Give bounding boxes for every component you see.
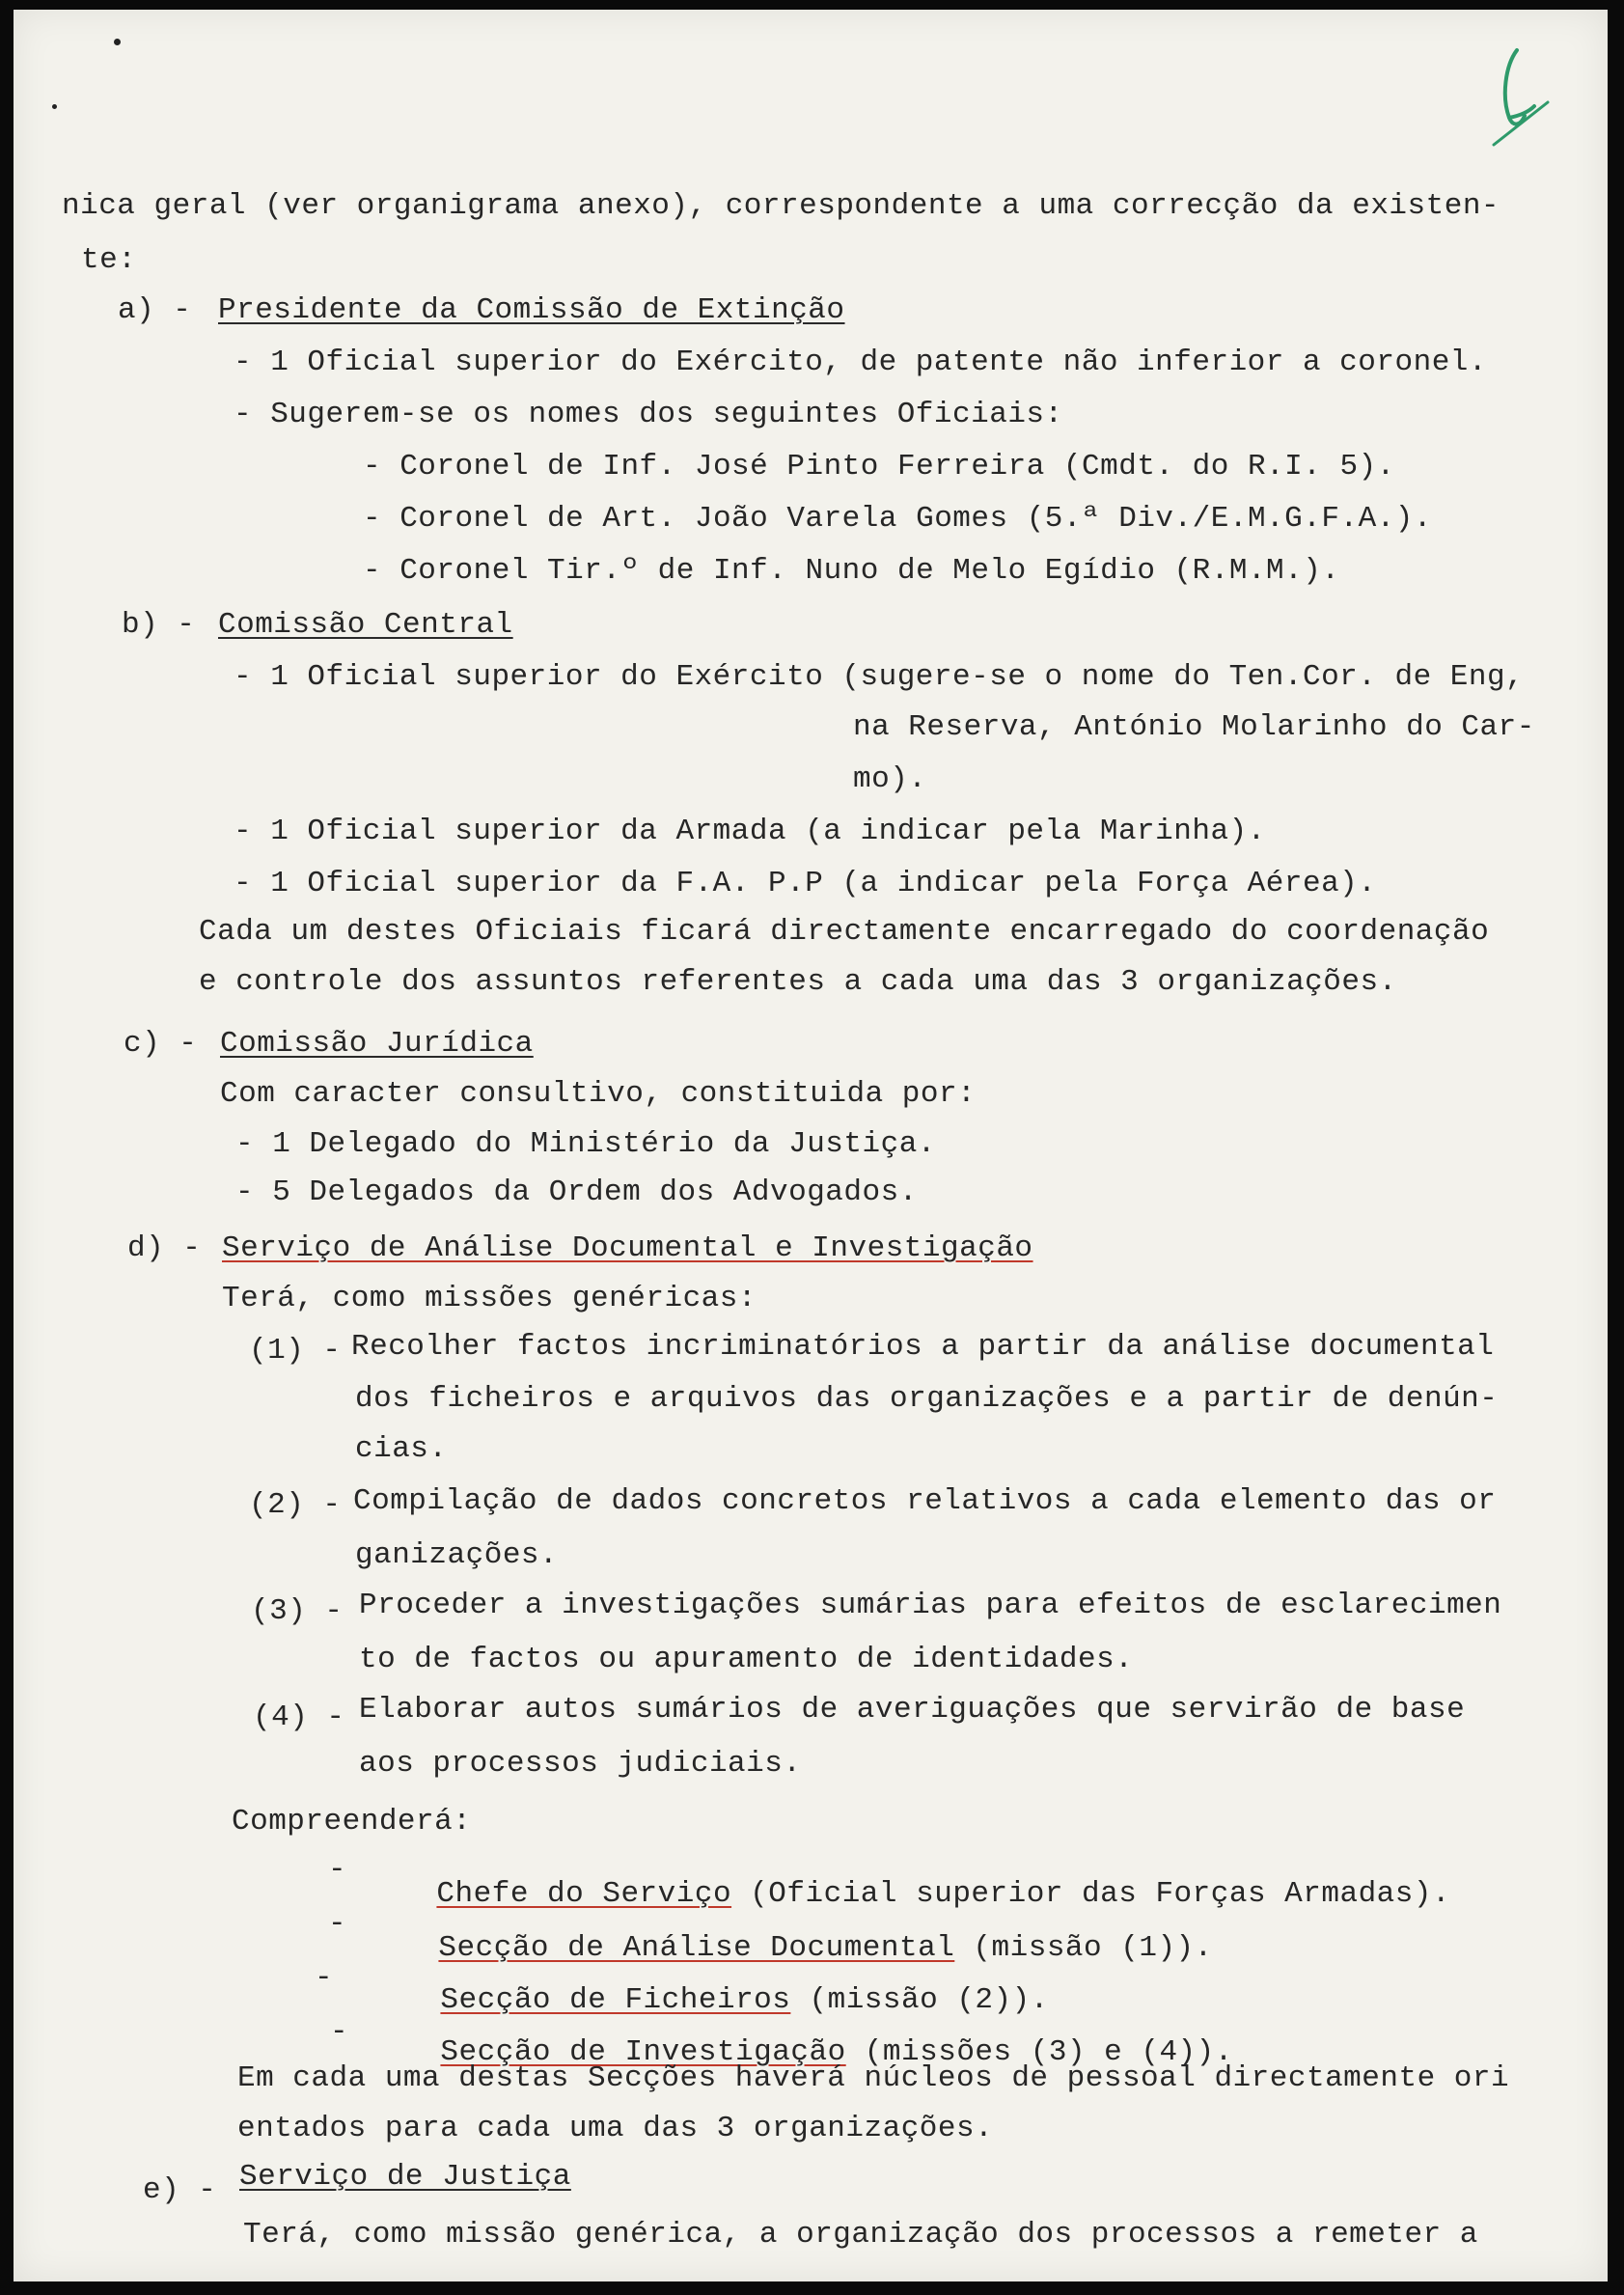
section-c-title: Comissão Jurídica xyxy=(220,1027,534,1061)
mission-number: (1) - xyxy=(249,1334,342,1368)
text-line: Em cada uma destas Secções haverá núcleos de pessoal directamente ori xyxy=(237,2061,1510,2095)
text-line: Com caracter consultivo, constituida por: xyxy=(220,1077,977,1111)
section-a-label: a) - xyxy=(118,293,192,327)
mission-text: Compilação de dados concretos relativos a cada elemento das or xyxy=(353,1484,1497,1518)
mission-text: Elaborar autos sumários de averiguações que servirão de base xyxy=(359,1693,1466,1727)
section-c-label: c) - xyxy=(124,1027,198,1061)
unit-dash: - xyxy=(328,1853,347,1887)
margin-dot xyxy=(52,104,57,109)
text-line: e controle dos assuntos referentes a cada uma das 3 organizações. xyxy=(199,965,1397,999)
text-line: - Sugerem-se os nomes dos seguintes Oficiais: xyxy=(234,398,1063,431)
handwritten-initial-mark xyxy=(1480,39,1557,154)
section-d-title: Serviço de Análise Documental e Investigação xyxy=(222,1231,1033,1265)
unit-dash: - xyxy=(328,1907,347,1941)
text-line: - 5 Delegados da Ordem dos Advogados. xyxy=(235,1175,918,1209)
section-b-label: b) - xyxy=(122,608,196,642)
margin-dot xyxy=(114,39,121,45)
document-page xyxy=(14,10,1608,2281)
text-line: Terá, como missão genérica, a organização dos processos a remeter a xyxy=(243,2218,1478,2252)
mission-text: to de factos ou apuramento de identidades. xyxy=(359,1643,1134,1676)
section-a-title: Presidente da Comissão de Extinção xyxy=(218,293,845,327)
unit-description: (missões (3) e (4)). xyxy=(845,2035,1233,2069)
text-line: entados para cada uma das 3 organizações. xyxy=(237,2112,994,2145)
mission-text: ganizações. xyxy=(355,1538,559,1572)
section-e-title: Serviço de Justiça xyxy=(239,2160,571,2194)
mission-number: (3) - xyxy=(251,1594,344,1628)
text-line: Cada um destes Oficiais ficará directamente encarregado do coordenação xyxy=(199,915,1490,949)
text-line: - 1 Delegado do Ministério da Justiça. xyxy=(235,1127,936,1161)
mission-text: Recolher factos incriminatórios a partir da análise documental xyxy=(351,1330,1495,1364)
unit-name: Secção de Investigação xyxy=(440,2035,846,2069)
text-line: te: xyxy=(81,243,137,277)
text-line: Compreenderá: xyxy=(232,1805,472,1839)
text-line: na Reserva, António Molarinho do Car- xyxy=(853,710,1535,744)
mission-number: (2) - xyxy=(249,1488,342,1522)
unit-dash: - xyxy=(315,1961,334,1995)
unit-name: Secção de Ficheiros xyxy=(440,1983,791,2017)
unit-description: (Oficial superior das Forças Armadas). xyxy=(731,1877,1451,1911)
text-line: mo). xyxy=(853,762,927,796)
mission-number: (4) - xyxy=(253,1701,345,1734)
mission-text: Proceder a investigações sumárias para efeitos de esclarecimen xyxy=(359,1589,1502,1622)
text-line: nica geral (ver organigrama anexo), correspondente a uma correcção da existen- xyxy=(62,189,1500,223)
mission-text: aos processos judiciais. xyxy=(359,1747,802,1781)
section-e-label: e) - xyxy=(143,2173,217,2207)
section-d-label: d) - xyxy=(127,1231,202,1265)
unit-description: (missão (2)). xyxy=(790,1983,1049,2017)
text-line: Terá, como missões genéricas: xyxy=(222,1282,757,1315)
section-b-title: Comissão Central xyxy=(218,608,513,642)
unit-name: Secção de Análise Documental xyxy=(438,1931,955,1965)
officer-item: - Coronel Tir.º de Inf. Nuno de Melo Egídio (R.M.M.). xyxy=(363,554,1340,588)
text-line: - 1 Oficial superior do Exército (sugere-se o nome do Ten.Cor. de Eng, xyxy=(234,660,1525,694)
unit-description: (missão (1)). xyxy=(954,1931,1213,1965)
officer-item: - Coronel de Art. João Varela Gomes (5.ª Div./E.M.G.F.A.). xyxy=(363,502,1432,536)
mission-text: dos ficheiros e arquivos das organizações e a partir de denún- xyxy=(355,1382,1499,1416)
officer-item: - Coronel de Inf. José Pinto Ferreira (Cmdt. do R.I. 5). xyxy=(363,450,1395,484)
unit-name: Chefe do Serviço xyxy=(436,1877,732,1911)
text-line: - 1 Oficial superior da Armada (a indicar pela Marinha). xyxy=(234,815,1266,848)
unit-dash: - xyxy=(330,2015,349,2049)
text-line: - 1 Oficial superior do Exército, de patente não inferior a coronel. xyxy=(234,346,1488,379)
mission-text: cias. xyxy=(355,1432,448,1466)
text-line: - 1 Oficial superior da F.A. P.P (a indicar pela Força Aérea). xyxy=(234,867,1377,900)
